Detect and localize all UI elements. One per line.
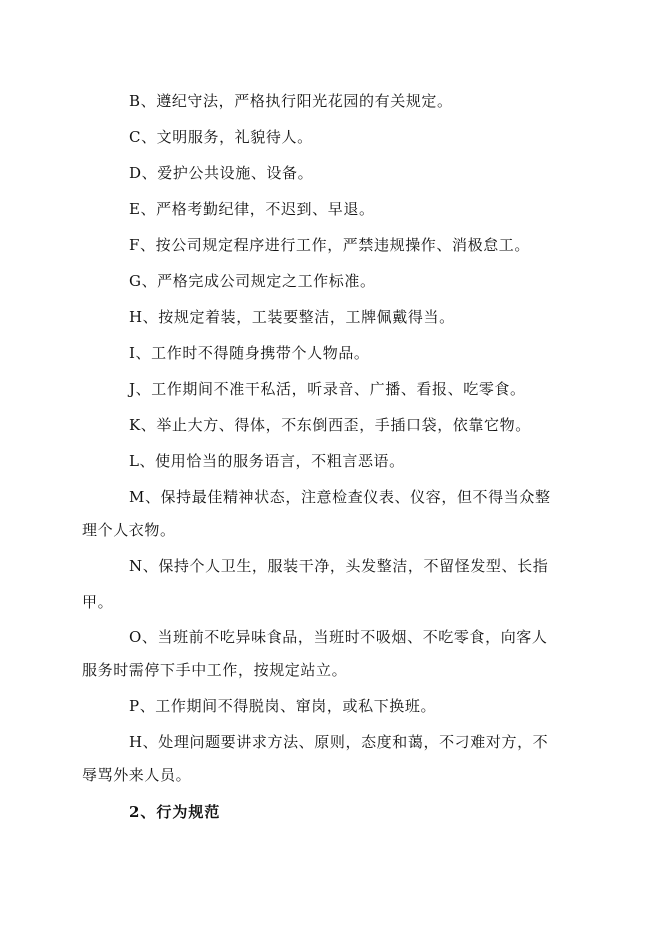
rule-o-cont: 服务时需停下手中工作，按规定站立。 bbox=[82, 661, 348, 679]
rule-g: G、严格完成公司规定之工作标准。 bbox=[129, 272, 376, 290]
rule-h-2: H、处理问题要讲求方法、原则，态度和蔼，不刁难对方，不 bbox=[129, 733, 549, 751]
rule-n: N、保持个人卫生，服装干净，头发整洁，不留怪发型、长指 bbox=[129, 557, 549, 575]
rule-h-2-cont: 辱骂外来人员。 bbox=[82, 766, 192, 784]
rule-i: I、工作时不得随身携带个人物品。 bbox=[129, 344, 370, 362]
rule-n-cont: 甲。 bbox=[82, 593, 114, 611]
rule-b: B、遵纪守法，严格执行阳光花园的有关规定。 bbox=[129, 92, 453, 110]
rule-d: D、爱护公共设施、设备。 bbox=[129, 164, 314, 182]
rule-c: C、文明服务，礼貌待人。 bbox=[129, 128, 313, 146]
rule-l: L、使用恰当的服务语言，不粗言恶语。 bbox=[129, 452, 405, 470]
rule-o: O、当班前不吃异味食品，当班时不吸烟、不吃零食，向客人 bbox=[129, 628, 548, 646]
rule-j: J、工作期间不准干私活，听录音、广播、看报、吃零食。 bbox=[129, 380, 526, 398]
rule-m: M、保持最佳精神状态，注意检查仪表、仪容，但不得当众整 bbox=[129, 488, 551, 506]
rule-k: K、举止大方、得体，不东倒西歪，手插口袋，依靠它物。 bbox=[129, 416, 531, 434]
rule-p: P、工作期间不得脱岗、窜岗，或私下换班。 bbox=[129, 697, 437, 715]
rule-m-cont: 理个人衣物。 bbox=[82, 521, 176, 539]
rule-f: F、按公司规定程序进行工作，严禁违规操作、消极怠工。 bbox=[129, 236, 531, 254]
rule-e: E、严格考勤纪律，不迟到、早退。 bbox=[129, 200, 375, 218]
rule-h: H、按规定着装，工装要整洁，工牌佩戴得当。 bbox=[129, 308, 455, 326]
section-heading: 2、行为规范 bbox=[129, 803, 221, 821]
